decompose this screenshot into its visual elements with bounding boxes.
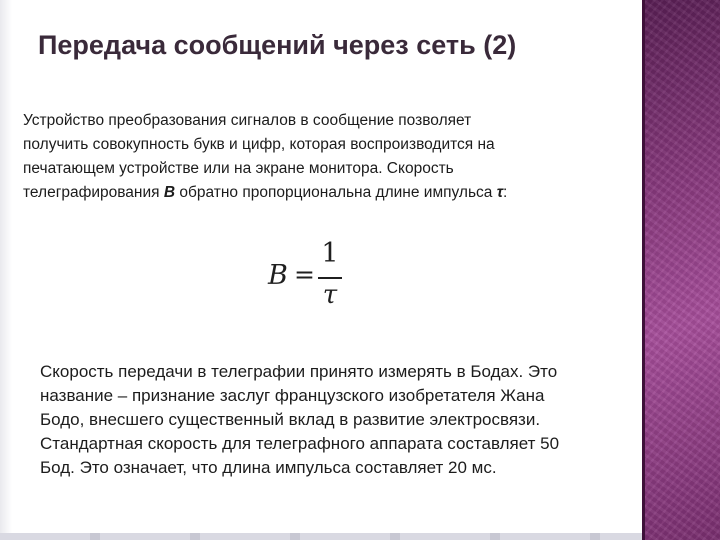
paragraph-baud-line-1: Скорость передачи в телеграфии принято измерять в Бодах. Это [40,362,558,381]
variable-b: В [163,184,176,201]
paragraph-intro-line-4 [23,181,583,205]
bottom-decorative-bar [0,533,642,540]
line4-text-before: телеграфирования [23,184,164,201]
paragraph-baud-line-3: Бодо, внесшего существенный вклад в развитие электросвязи. [40,410,541,429]
slide-title: Передача сообщений через сеть (2) [38,30,517,60]
formula-lhs: B [268,260,288,291]
formula-fraction-bar [318,277,342,279]
line4-text-end: : [503,184,508,201]
side-panel-texture [642,0,720,540]
paragraph-intro-line-1: Устройство преобразования сигналов в сообщение позволяет [23,112,472,129]
paragraph-baud-line-4: Стандартная скорость для телеграфного аппарата составляет 50 [40,434,560,453]
paragraph-baud-line-2: название – признание заслуг французского изобретателя Жана [40,386,545,405]
line4-text-middle: обратно пропорциональна длине импульса [175,184,497,201]
formula-equals-sign: = [294,260,315,289]
formula-b-equals-one-over-tau [268,240,348,320]
left-decorative-strip [0,0,12,540]
formula-numerator: 1 [321,238,339,269]
variable-tau: τ [496,184,504,201]
paragraph-baud-line-5: Бод. Это означает, что длина импульса составляет 20 мс. [40,458,497,477]
side-decorative-panel [642,0,720,540]
formula-denominator: τ [322,280,338,310]
paragraph-intro-line-3: печатающем устройстве или на экране монитора. Скорость [23,160,454,177]
side-panel-edge [642,0,645,540]
paragraph-baud [40,360,600,480]
paragraph-intro-line-2: получить совокупность букв и цифр, которая воспроизводится на [23,136,495,153]
paragraph-intro [23,109,583,205]
